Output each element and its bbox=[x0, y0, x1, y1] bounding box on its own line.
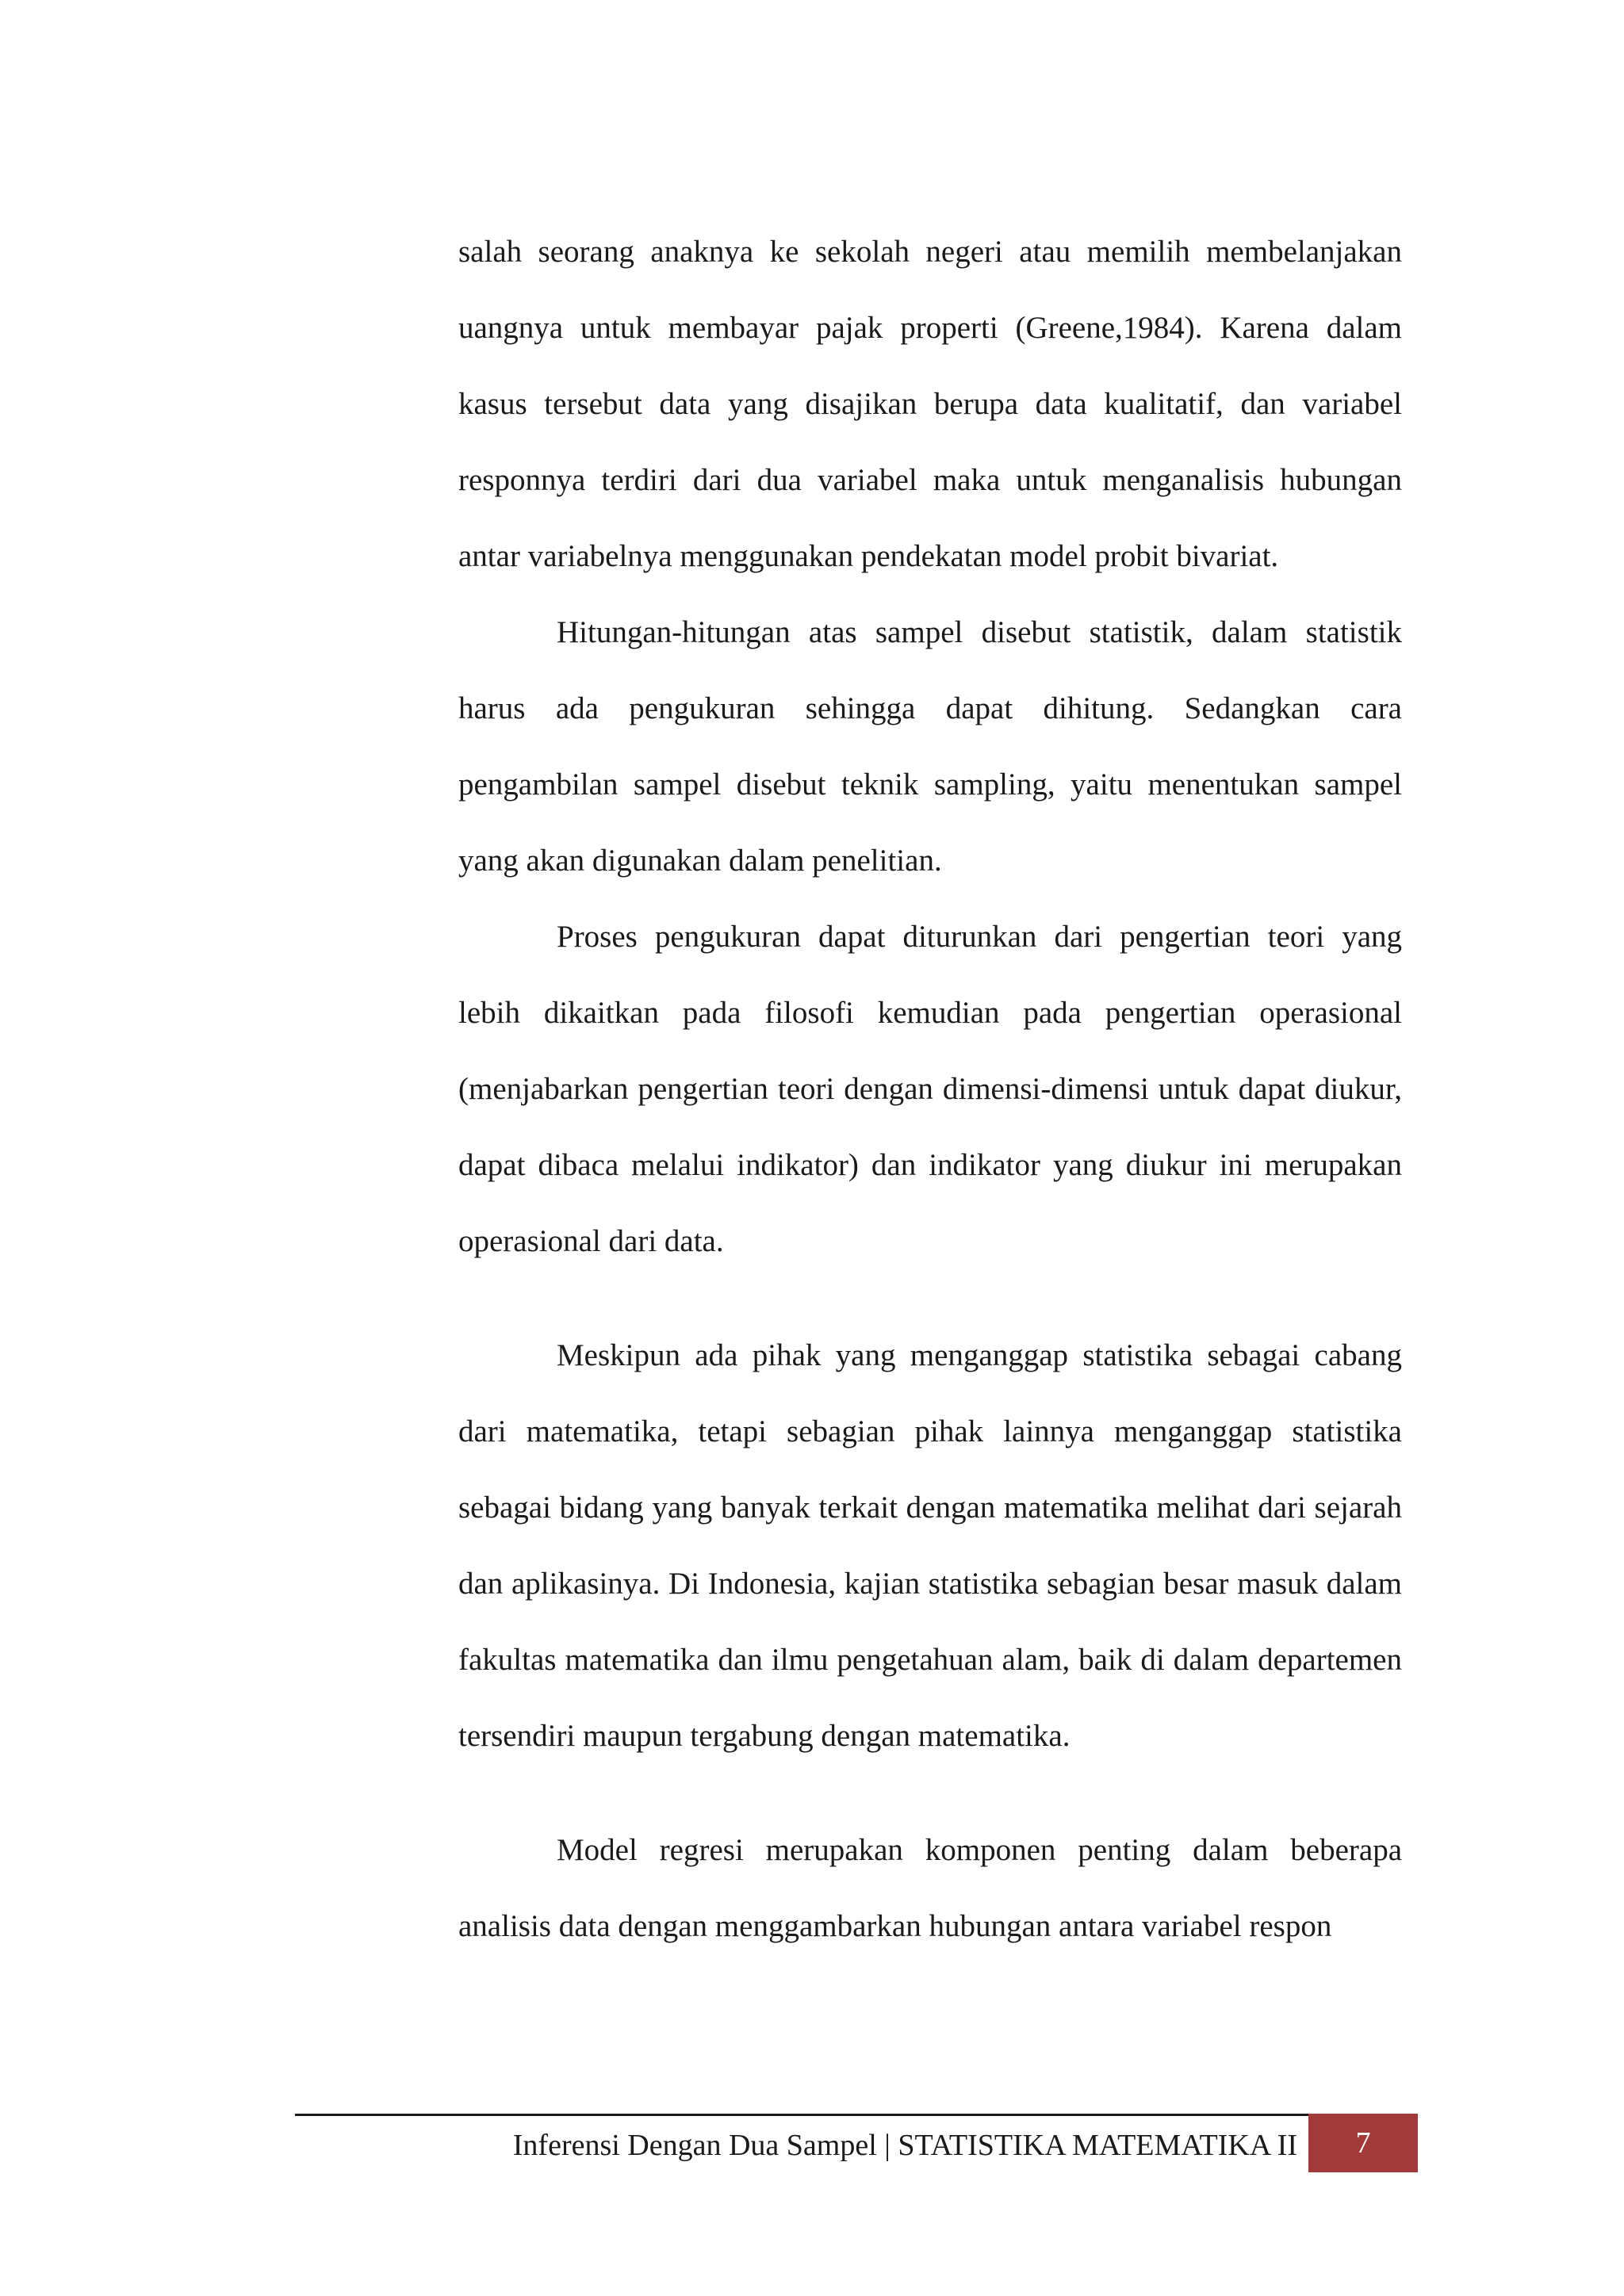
paragraph-proses-pengukuran: Proses pengukuran dapat diturunkan dari pengertian teori yang lebih dikaitkan pada filosofi kemudian pada pengertian operasional (menjabarkan pengertian teori dengan dimensi-dimensi untuk dapat diukur, dapat dibaca melalui indikator) dan indikator yang diukur ini merupakan operasional dari data. bbox=[458, 920, 1402, 1258]
footer-divider bbox=[295, 2114, 1329, 2116]
paragraph-continuation: salah seorang anaknya ke sekolah negeri atau memilih membelanjakan uangnya untuk membayar pajak properti (Greene,1984). Karena dalam kasus tersebut data yang disajikan berupa data kualitatif, dan variabel responnya terdiri dari dua variabel maka untuk menganalisis hubungan antar variabelnya menggunakan pendekatan model probit bivariat. bbox=[458, 235, 1402, 573]
paragraph-hitungan: Hitungan-hitungan atas sampel disebut statistik, dalam statistik harus ada pengukuran sehingga dapat dihitung. Sedangkan cara pengambilan sampel disebut teknik sampling, yaitu menentukan sampel yang akan digunakan dalam penelitian. bbox=[458, 615, 1402, 878]
body-text bbox=[458, 214, 1402, 1965]
paragraph-model-regresi: Model regresi merupakan komponen penting dalam beberapa analisis data dengan menggambarkan hubungan antara variabel respon bbox=[458, 1833, 1402, 1943]
page-number-badge: 7 bbox=[1308, 2114, 1418, 2172]
paragraph-meskipun: Meskipun ada pihak yang menganggap statistika sebagai cabang dari matematika, tetapi sebagian pihak lainnya menganggap statistika sebagai bidang yang banyak terkait dengan matematika melihat dari sejarah dan aplikasinya. Di Indonesia, kajian statistika sebagian besar masuk dalam fakultas matematika dan ilmu pengetahuan alam, baik di dalam departemen tersendiri maupun tergabung dengan matematika. bbox=[458, 1338, 1402, 1753]
footer-title: Inferensi Dengan Dua Sampel | STATISTIKA MATEMATIKA II bbox=[512, 2129, 1297, 2162]
